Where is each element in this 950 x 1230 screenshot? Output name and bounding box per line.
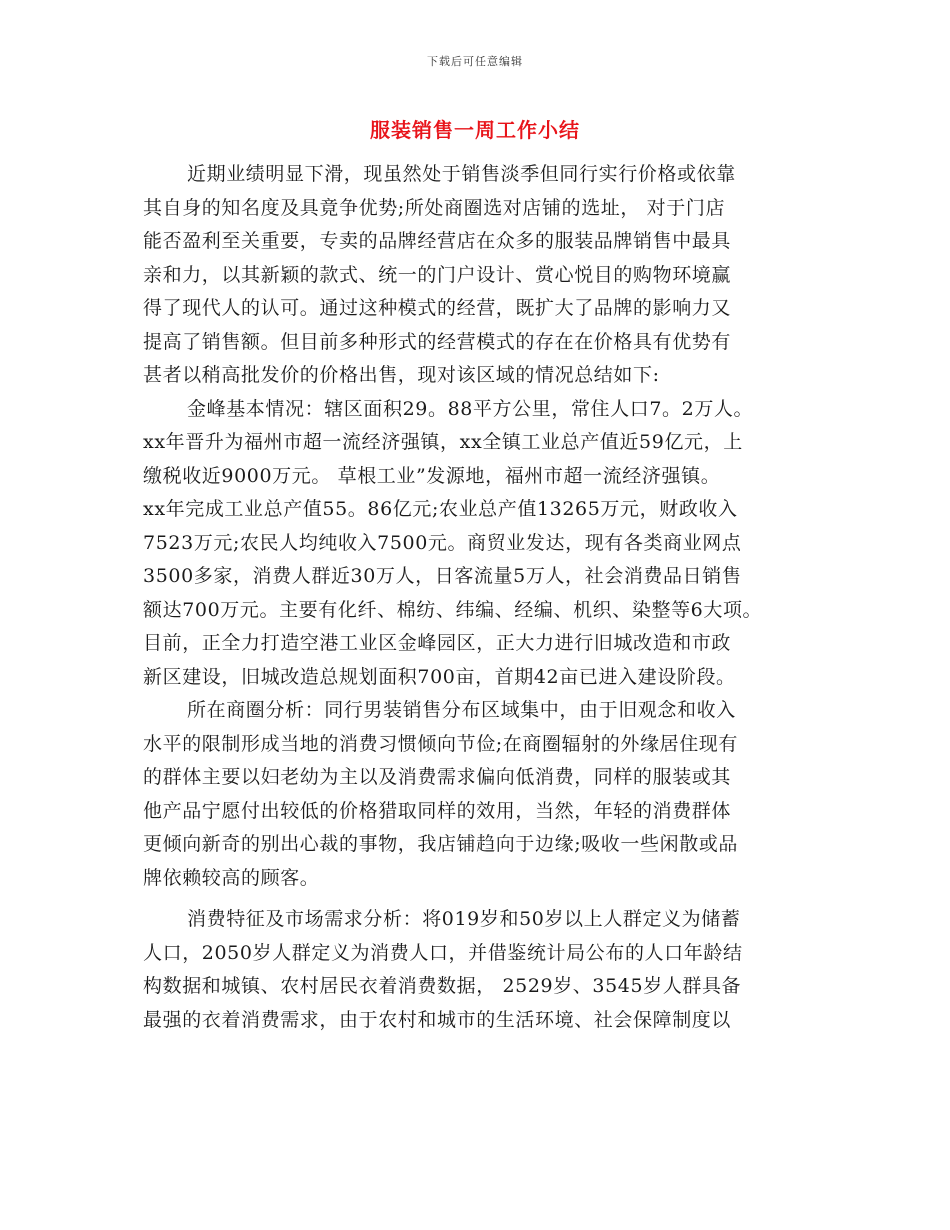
text-line: 其自身的知名度及具竟争优势;所处商圈选对店铺的选址， 对于门店 <box>143 196 726 219</box>
text-line: 金峰基本情况：辖区面积29。88平方公里，常住人口7。2万人。 <box>187 397 754 420</box>
text-line: 3500多家，消费人群近30万人，日客流量5万人，社会消费品日销售 <box>143 565 742 587</box>
text-line: 亲和力，以其新颖的款式、统一的门户设计、赏心悦目的购物环境赢 <box>143 263 732 286</box>
text-line: 牌依赖较高的顾客。 <box>143 866 320 889</box>
text-line: 消费特征及市场需求分析：将019岁和50岁以上人群定义为储蓄 <box>187 908 741 930</box>
text-line: xx年晋升为福州市超一流经济强镇，xx全镇工业总产值近59亿元，上 <box>143 431 743 453</box>
text-line: 构数据和城镇、农村居民衣着消费数据， 2529岁、3545岁人群具备 <box>143 975 742 997</box>
text-line: 7523万元;农民人均纯收入7500元。商贸业发达，现有各类商业网点 <box>143 531 742 554</box>
text-line: 能否盈利至关重要，专卖的品牌经营店在众多的服装品牌销售中最具 <box>143 230 732 252</box>
paragraph-gap <box>143 895 813 903</box>
paragraph-trade-area-analysis <box>143 694 813 895</box>
header-note: 下载后可任意编辑 <box>427 55 523 68</box>
text-line: 缴税收近9000万元。 草根工业”发源地，福州市超一流经济强镇。 <box>143 464 721 487</box>
text-line: 的群体主要以妇老幼为主以及消费需求偏向低消费，同样的服装或其 <box>143 766 732 788</box>
document-body <box>143 158 813 1037</box>
text-line: 最强的衣着消费需求，由于农村和城市的生活环境、社会保障制度以 <box>143 1008 732 1031</box>
text-line: 近期业绩明显下滑，现虽然处于销售淡季但同行实行价格或依靠 <box>187 163 736 185</box>
text-line: 他产品宁愿付出较低的价格猎取同样的效用，当然，年轻的消费群体 <box>143 799 732 822</box>
text-line: 水平的限制形成当地的消费习惯倾向节俭;在商圈辐射的外缘居住现有 <box>143 732 739 755</box>
text-line: 目前，正全力打造空港工业区金峰园区，正大力进行旧城改造和市政 <box>143 632 732 654</box>
text-line: 甚者以稍高批发价的价格出售，现对该区域的情况总结如下: <box>143 364 660 386</box>
text-line: 得了现代人的认可。通过这种模式的经营，既扩大了品牌的影响力又 <box>143 297 732 319</box>
text-line: 人口，2050岁人群定义为消费人口，并借鉴统计局公布的人口年龄结 <box>143 941 743 964</box>
document-title: 服装销售一周工作小结 <box>370 118 580 142</box>
text-line: 新区建设，旧城改造总规划面积700亩，首期42亩已进入建设阶段。 <box>143 665 736 688</box>
text-line: 提高了销售额。但目前多种形式的经营模式的存在在价格具有优势有 <box>143 330 732 353</box>
text-line: 更倾向新奇的别出心裁的事物，我店铺趋向于边缘;吸收一些闲散或品 <box>143 833 739 855</box>
text-line: xx年完成工业总产值55。86亿元;农业总产值13265万元，财政收入 <box>143 498 738 520</box>
paragraph-intro <box>143 158 813 393</box>
paragraph-consumer-analysis <box>143 903 813 1037</box>
text-line: 额达700万元。主要有化纤、棉纺、纬编、经编、机织、染整等6大项。 <box>143 598 763 621</box>
text-line: 所在商圈分析：同行男装销售分布区域集中，由于旧观念和收入 <box>187 699 736 721</box>
paragraph-jinfeng-overview <box>143 393 813 695</box>
